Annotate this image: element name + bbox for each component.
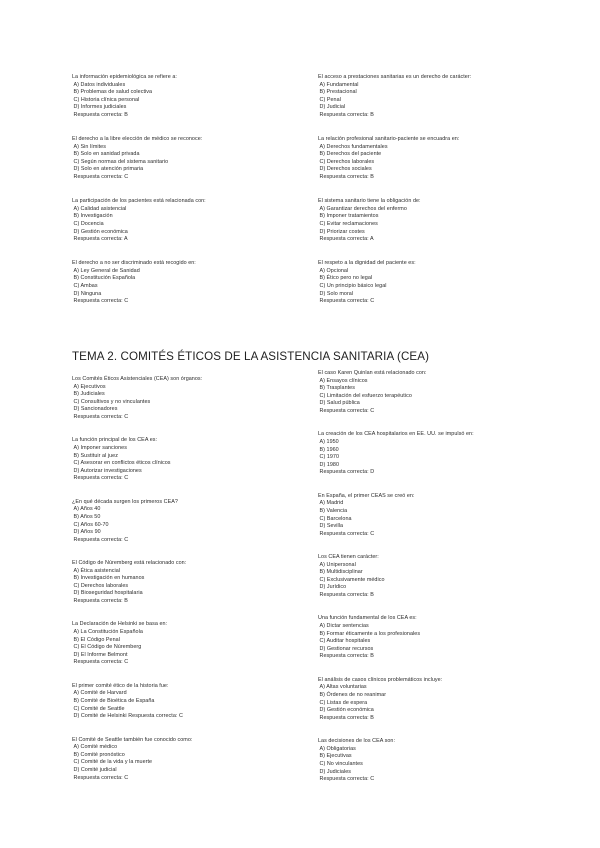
correct-answer: Respuesta correcta: C [73, 475, 129, 482]
correct-answer: Respuesta correcta: B [319, 592, 374, 599]
question-block [318, 615, 568, 661]
question-block [72, 260, 322, 306]
answer-option: A) Ética asistencial [73, 567, 121, 574]
answer-option: B) Imponer tratamientos [319, 213, 379, 220]
question-column-bottom-right [318, 370, 568, 784]
answer-option: C) Derechos laborales [319, 158, 375, 165]
answer-option: B) El Código Penal [73, 636, 120, 643]
correct-answer: Respuesta correcta: B [319, 111, 374, 118]
answer-option: B) Valencia [319, 507, 348, 514]
answer-option: B) Prestacional [319, 89, 357, 96]
answer-option: D) Judicial [319, 104, 346, 111]
answer-option: C) Un principio básico legal [319, 282, 387, 289]
answer-option: D) Jurídico [319, 584, 347, 591]
question-block [72, 136, 322, 182]
answer-option: D) Salud pública [319, 400, 360, 407]
correct-answer: Respuesta correcta: C [319, 298, 375, 305]
question-text: La función principal de los CEA es: [72, 437, 158, 444]
answer-option: D) El Informe Belmont [73, 651, 128, 658]
answer-option: A) Dictar sentencias [319, 623, 369, 630]
answer-option: C) Según normas del sistema sanitario [73, 158, 169, 165]
question-text: La participación de los pacientes está relacionada con: [72, 198, 206, 205]
answer-option: A) Madrid [319, 500, 344, 507]
correct-answer: Respuesta correcta: C [319, 776, 375, 783]
correct-answer: Respuesta correcta: A [319, 236, 374, 243]
answer-option: C) Ambas [73, 282, 98, 289]
answer-option: D) Ninguna [73, 290, 102, 297]
answer-option: D) 1980 [319, 461, 340, 468]
question-block [318, 431, 568, 477]
answer-option: D) Solo en atención primaria [73, 166, 144, 173]
answer-option: C) Listas de espera [319, 699, 368, 706]
question-block [72, 437, 322, 483]
correct-answer: Respuesta correcta: B [319, 174, 374, 181]
question-block [318, 677, 568, 723]
answer-option: D) Judiciales [319, 768, 352, 775]
correct-answer: Respuesta correcta: C [319, 407, 375, 414]
answer-option: D) Sevilla [319, 523, 344, 530]
answer-option: C) No vinculantes [319, 760, 363, 767]
answer-option: A) Calidad asistencial [73, 205, 127, 212]
answer-option: C) Evitar reclamaciones [319, 220, 378, 227]
answer-option: C) Comité de Seattle [73, 705, 125, 712]
answer-option: B) Comité pronóstico [73, 751, 125, 758]
answer-option: D) Bioseguridad hospitalaria [73, 590, 143, 597]
correct-answer: Respuesta correcta: C [73, 536, 129, 543]
answer-option: D) Derechos sociales [319, 166, 372, 173]
answer-option: B) Problemas de salud colectiva [73, 89, 153, 96]
answer-option: C) Limitación del esfuerzo terapéutico [319, 392, 412, 399]
answer-option: A) Ensayos clínicos [319, 377, 368, 384]
correct-answer: Respuesta correcta: C [319, 530, 375, 537]
question-block [72, 560, 322, 606]
question-block [318, 493, 568, 539]
answer-option: D) Gestión económica [319, 707, 374, 714]
answer-option: B) Judiciales [73, 391, 105, 398]
answer-option: B) Ético pero no legal [319, 275, 373, 282]
question-block [72, 621, 322, 667]
answer-option: D) Gestión económica [73, 228, 128, 235]
answer-option: A) Derechos fundamentales [319, 143, 388, 150]
answer-option: A) Altas voluntarias [319, 684, 367, 691]
question-block [318, 136, 568, 182]
answer-option: D) Priorizar costes [319, 228, 365, 235]
answer-option: C) Asesorar en conflictos éticos clínicos [73, 460, 171, 467]
answer-option: B) Solo en sanidad privada [73, 151, 140, 158]
correct-answer: Respuesta correcta: A [73, 236, 128, 243]
correct-answer: Respuesta correcta: C [73, 174, 129, 181]
answer-option: D) Gestionar recursos [319, 645, 374, 652]
question-block [72, 376, 322, 422]
answer-option: B) Ejecutivas [319, 753, 352, 760]
question-text: El acceso a prestaciones sanitarias es un derecho de carácter: [318, 74, 472, 80]
question-text: El primer comité ético de la historia fue: [72, 682, 169, 689]
question-text: Los CEA tienen carácter: [318, 554, 379, 561]
question-text: La Declaración de Helsinki se basa en: [72, 621, 168, 628]
answer-option: A) Datos individuales [73, 81, 126, 88]
question-block [72, 737, 322, 783]
answer-option: D) Comité judicial [73, 766, 117, 773]
correct-answer: Respuesta correcta: B [319, 653, 374, 660]
question-block [318, 738, 568, 784]
answer-option: A) Comité médico [73, 744, 118, 751]
answer-option: D) Sancionadores [73, 406, 118, 413]
answer-option: B) Investigación [73, 213, 113, 220]
question-block [72, 74, 322, 120]
answer-option: B) Órdenes de no reanimar [319, 691, 387, 698]
answer-option: A) Comité de Harvard [73, 690, 127, 697]
question-block [318, 554, 568, 600]
answer-option: B) Investigación en humanos [73, 575, 145, 582]
answer-option: B) Sustituir al juez [73, 452, 118, 459]
answer-option: B) Derechos del paciente [319, 151, 382, 158]
answer-option: B) Formar éticamente a los profesionales [319, 630, 421, 637]
answer-option: A) La Constitución Española [73, 629, 143, 636]
question-block [72, 683, 322, 721]
question-text: El sistema sanitario tiene la obligación de: [318, 198, 421, 205]
correct-answer: Respuesta correcta: C [73, 413, 129, 420]
section-heading: TEMA 2. COMITÉS ÉTICOS DE LA ASISTENCIA SANITARIA (CEA) [72, 350, 430, 363]
answer-option: A) Opcional [319, 267, 349, 274]
answer-option: A) Sin límites [73, 143, 106, 150]
answer-option: B) Constitución Española [73, 275, 136, 282]
answer-option: A) Imponer sanciones [73, 444, 127, 451]
question-block [318, 260, 568, 306]
answer-option: A) Años 40 [73, 506, 101, 513]
answer-option: C) Comité de la vida y la muerte [73, 759, 153, 766]
question-text: El caso Karen Quinlan está relacionado con: [318, 370, 427, 376]
answer-option: C) Consultivos y no vinculantes [73, 398, 151, 405]
answer-option: D) Autorizar investigaciones [73, 467, 142, 474]
question-text: El derecho a no ser discriminado está recogido en: [72, 260, 196, 267]
answer-option: C) Penal [319, 96, 341, 103]
answer-option: C) Años 60-70 [73, 521, 109, 528]
question-text: El Comité de Seattle también fue conocido como: [72, 736, 193, 743]
question-text: El respeto a la dignidad del paciente es: [318, 260, 416, 267]
answer-option: A) Obligatorias [319, 745, 356, 752]
correct-answer: Respuesta correcta: C [73, 774, 129, 781]
answer-option: B) Multidisciplinar [319, 569, 363, 576]
answer-option: A) Garantizar derechos del enfermo [319, 205, 407, 212]
answer-option: D) Solo moral [319, 290, 354, 297]
question-text: Los Comités Éticos Asistenciales (CEA) son órganos: [72, 376, 203, 382]
answer-option: C) 1970 [319, 454, 340, 461]
question-block [72, 499, 322, 545]
answer-option: A) Fundamental [319, 81, 359, 88]
answer-option: D) Informes judiciales [73, 104, 127, 111]
answer-option: C) Barcelona [319, 515, 352, 522]
answer-option: D) Años 90 [73, 529, 101, 536]
question-text: Las decisiones de los CEA son: [318, 738, 396, 745]
question-text: La creación de los CEA hospitalarios en EE. UU. se impulsó en: [318, 431, 474, 438]
answer-option: C) Docencia [73, 220, 104, 227]
question-text: El derecho a la libre elección de médico se reconoce: [72, 136, 203, 143]
question-block [72, 198, 322, 244]
question-text: ¿En qué década surgen los primeros CEA? [72, 498, 178, 505]
correct-answer: Respuesta correcta: D [319, 469, 375, 476]
answer-option: D) Comité de Helsinki Respuesta correcta: C [73, 713, 183, 720]
answer-option: A) Ley General de Sanidad [73, 267, 140, 274]
question-text: El Código de Núremberg está relacionado con: [72, 560, 187, 567]
answer-option: B) 1960 [319, 446, 339, 453]
answer-option: C) Exclusivamente médico [319, 576, 385, 583]
question-column-top-right [318, 74, 568, 306]
answer-option: B) Comité de Bioética de España [73, 697, 155, 704]
question-block [318, 198, 568, 244]
question-block [318, 370, 568, 416]
answer-option: B) Trasplantes [319, 385, 355, 392]
answer-option: C) Auditar hospitales [319, 638, 371, 645]
question-block [318, 74, 568, 120]
correct-answer: Respuesta correcta: B [73, 111, 128, 118]
question-text: En España, el primer CEAS se creó en: [318, 492, 415, 499]
question-text: La relación profesional sanitario-paciente se encuadra en: [318, 136, 460, 143]
answer-option: C) Derechos laborales [73, 582, 129, 589]
correct-answer: Respuesta correcta: B [73, 598, 128, 605]
answer-option: A) 1950 [319, 438, 339, 445]
answer-option: C) Historia clínica personal [73, 96, 140, 103]
question-column-top-left [72, 74, 322, 306]
question-text: El análisis de casos clínicos problemáticos incluye: [318, 676, 443, 683]
question-text: Una función fundamental de los CEA es: [318, 615, 417, 622]
question-text: La información epidemiológica se refiere a: [72, 74, 177, 80]
answer-option: C) El Código de Núremberg [73, 644, 142, 651]
answer-option: A) Ejecutivos [73, 383, 106, 390]
correct-answer: Respuesta correcta: C [73, 298, 129, 305]
correct-answer: Respuesta correcta: C [73, 659, 129, 666]
answer-option: B) Años 50 [73, 513, 101, 520]
answer-option: A) Unipersonal [319, 561, 356, 568]
correct-answer: Respuesta correcta: B [319, 714, 374, 721]
question-column-bottom-left [72, 376, 322, 782]
